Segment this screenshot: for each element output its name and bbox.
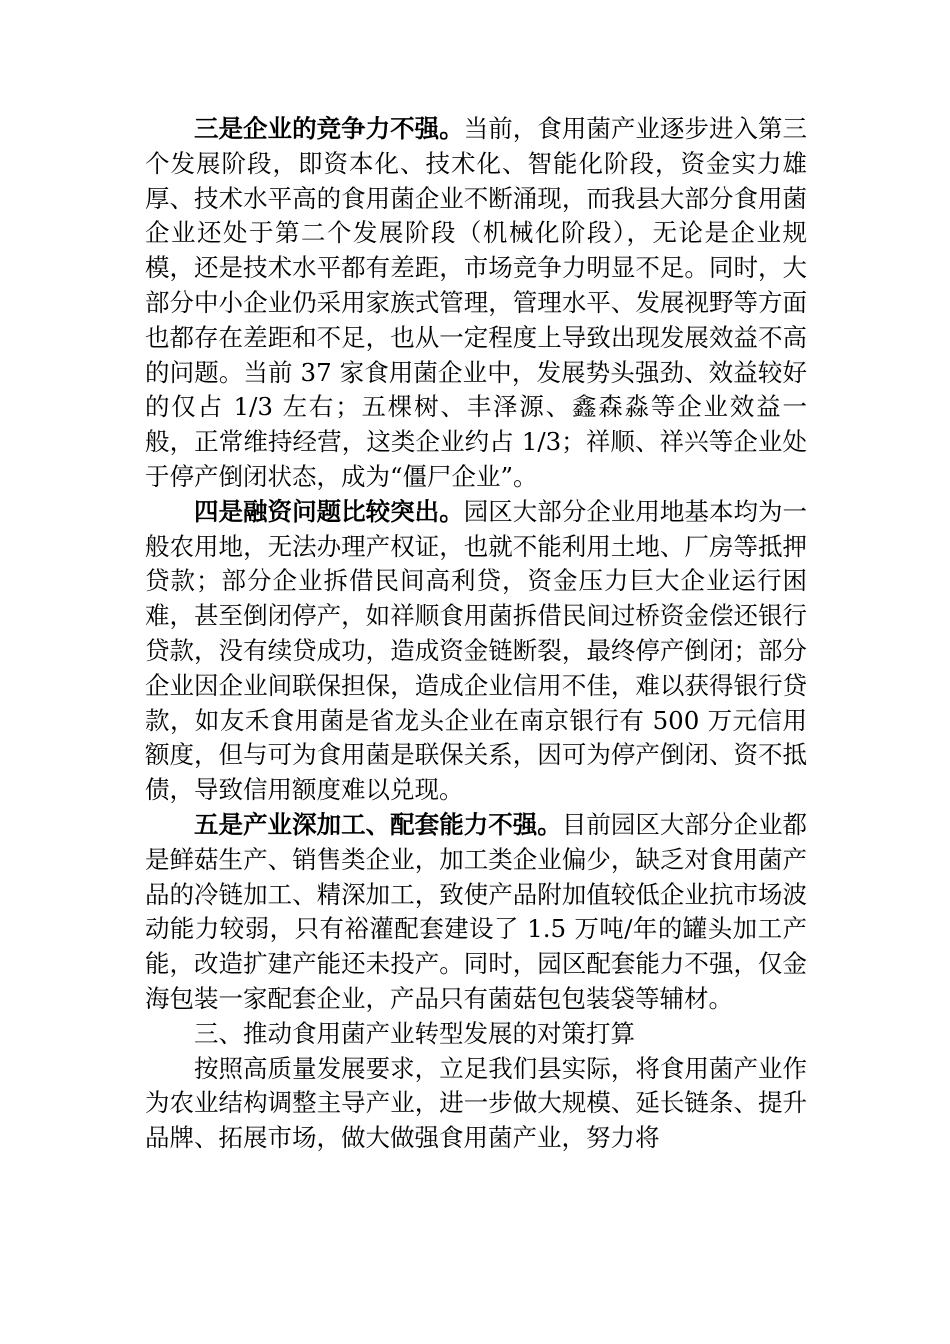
- section-heading: [145, 1017, 807, 1052]
- paragraph-text: 当前，食用菌产业逐步进入第三个发展阶段，即资本化、技术化、智能化阶段，资金实力雄厚、技术水平高的食用菌企业不断涌现，而我县大部分食用菌企业还处于第二个发展阶段（机械化阶段），无论是企业规模，还是技术水平都有差距，市场竞争力明显不足。同时，大部分中小企业仍采用家族式管理，管理水平、发展视野等方面也都存在差距和不足，也从一定程度上导致出现发展效益不高的问题。当前 37 家食用菌企业中，发展势头强劲、效益较好的仅占 1/3 左右；五棵树、丰泽源、鑫森淼等企业效益一般，正常维持经营，这类企业约占 1/3；祥顺、祥兴等企业处于停产倒闭状态，成为“僵尸企业”。: [145, 114, 808, 491]
- section-heading-text: 三、推动食用菌产业转型发展的对策打算: [194, 1018, 635, 1048]
- document-page: [145, 112, 807, 1156]
- paragraph-strategy: [145, 1052, 807, 1156]
- paragraph-lead: 三是企业的竞争力不强。: [194, 114, 464, 143]
- paragraph-text: 按照高质量发展要求，立足我们县实际，将食用菌产业作为农业结构调整主导产业，进一步做大规模、延长链条、提升品牌、拓展市场，做大做强食用菌产业，努力将: [145, 1053, 807, 1153]
- paragraph-text: 目前园区大部分企业都是鲜菇生产、销售类企业，加工类企业偏少，缺乏对食用菌产品的冷链加工、精深加工，致使产品附加值较低企业抗市场波动能力较弱，只有裕灌配套建设了 1.5 万吨/年的罐头加工产能，改造扩建产能还未投产。同时，园区配套能力不强，仅金海包装一家配套企业，产品只有菌菇包包装袋等辅材。: [145, 809, 807, 1013]
- paragraph-processing: [145, 808, 807, 1017]
- paragraph-lead: 五是产业深加工、配套能力不强。: [194, 809, 562, 839]
- paragraph-competitiveness: [145, 112, 807, 495]
- paragraph-text: 园区大部分企业用地基本均为一般农用地，无法办理产权证，也就不能利用土地、厂房等抵押贷款；部分企业拆借民间高利贷，资金压力巨大企业运行困难，甚至倒闭停产，如祥顺食用菌拆借民间过桥资金偿还银行贷款，没有续贷成功，造成资金链断裂，最终停产倒闭；部分企业因企业间联保担保，造成企业信用不佳，难以获得银行贷款，如友禾食用菌是省龙头企业在南京银行有 500 万元信用额度，但与可为食用菌是联保关系，因可为停产倒闭、资不抵债，导致信用额度难以兑现。: [145, 496, 808, 805]
- paragraph-lead: 四是融资问题比较突出。: [194, 496, 464, 526]
- paragraph-financing: [145, 495, 807, 808]
